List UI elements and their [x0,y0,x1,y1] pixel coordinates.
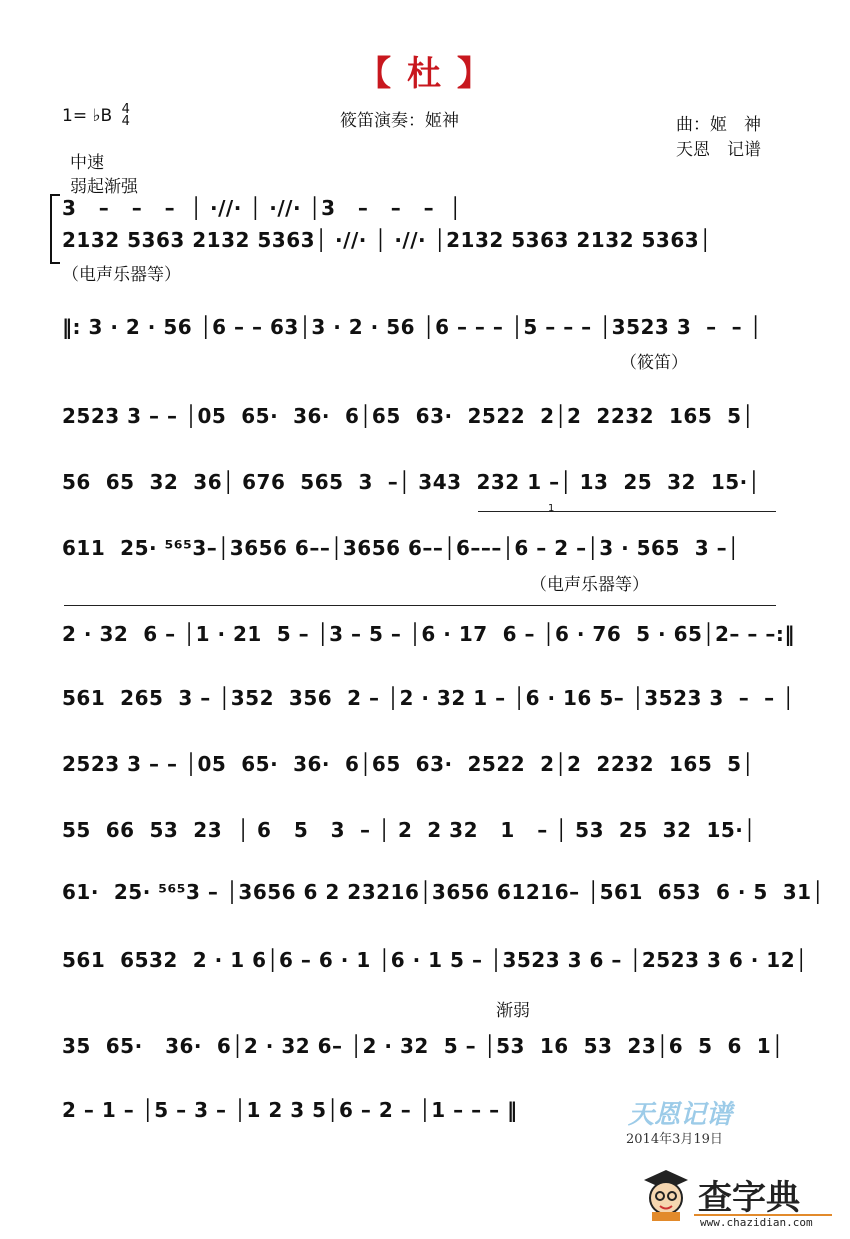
watermark-signature: 天恩记谱 [628,1100,733,1130]
score-row-4: 2523 3 – – │05 65· 36· 6│65 63· 2522 2│2 2232 165 5│ [62,404,755,428]
score-row-12: 561 6532 2 · 1 6│6 – 6 · 1 │6 · 1 5 – │3523 3 6 – │2523 3 6 · 12│ [62,948,808,972]
tempo-marking: 中速 [70,153,104,173]
page-title: 【 杜 】 [357,54,493,94]
score-row-7: 2 · 32 6 – │1 · 21 5 – │3 – 5 – │6 · 17 6 – │6 · 76 5 · 65│2– – –:‖ [62,622,795,646]
instrument-note-electronic: （电声乐器等） [62,265,181,285]
site-url: www.chazidian.com [700,1216,813,1229]
fade-marking: 渐弱 [496,1001,530,1021]
instrument-note-flute: （筱笛） [620,353,688,373]
time-bottom: 4 [121,114,130,129]
score-row-5: 56 65 32 36│ 676 565 3 –│ 343 232 1 –│ 13 25 32 15·│ [62,470,761,494]
performer: 筱笛演奏：姬神 [340,111,459,131]
site-logo: 查字典 [698,1178,800,1218]
score-row-9: 2523 3 – – │05 65· 36· 6│65 63· 2522 2│2 2232 165 5│ [62,752,755,776]
time-signature [122,104,130,128]
volta-number: 1 [548,503,555,514]
key-label: 1= ♭B [62,106,113,126]
score-row-13: 35 65· 36· 6│2 · 32 6– │2 · 32 5 – │53 16 53 23│6 5 6 1│ [62,1034,784,1058]
score-row-10: 55 66 53 23 │ 6 5 3 – │ 2 2 32 1 – │ 53 25 32 15·│ [62,818,756,842]
score-row-8: 561 265 3 – │352 356 2 – │2 · 32 1 – │6 · 16 5– │3523 3 – – │ [62,686,795,710]
instrument-note-electronic-2: （电声乐器等） [530,575,649,595]
time-top: 4 [121,102,130,117]
score-row-11: 61· 25· ⁵⁶⁵3 – │3656 6 2 23216│3656 61216– │561 653 6 · 5 31│ [62,880,825,904]
score-row-2: 2132 5363 2132 5363│ ·//· │ ·//· │2132 5363 2132 5363│ [62,228,712,252]
phrase-line [64,605,776,606]
mascot-icon [638,1166,694,1222]
transcription-date: 2014年3月19日 [626,1132,723,1147]
score-row-14: 2 – 1 – │5 – 3 – │1 2 3 5│6 – 2 – │1 – – – ‖ [62,1098,518,1122]
volta-bracket [478,511,776,512]
composer: 曲：姬 神 [676,115,761,135]
transcriber: 天恩 记谱 [676,140,761,160]
key-signature [62,104,130,128]
score-row-6: 611 25· ⁵⁶⁵3–│3656 6––│3656 6––│6–––│6 – 2 –│3 · 565 3 –│ [62,536,740,560]
score-row-3: ‖: 3 · 2 · 56 │6 – – 63│3 · 2 · 56 │6 – – – │5 – – – │3523 3 – – │ [62,315,763,339]
score-row-1: 3 – – – │ ·//· │ ·//· │3 – – – │ [62,196,462,220]
dynamics-marking: 弱起渐强 [70,177,138,197]
system-bracket [50,194,60,264]
